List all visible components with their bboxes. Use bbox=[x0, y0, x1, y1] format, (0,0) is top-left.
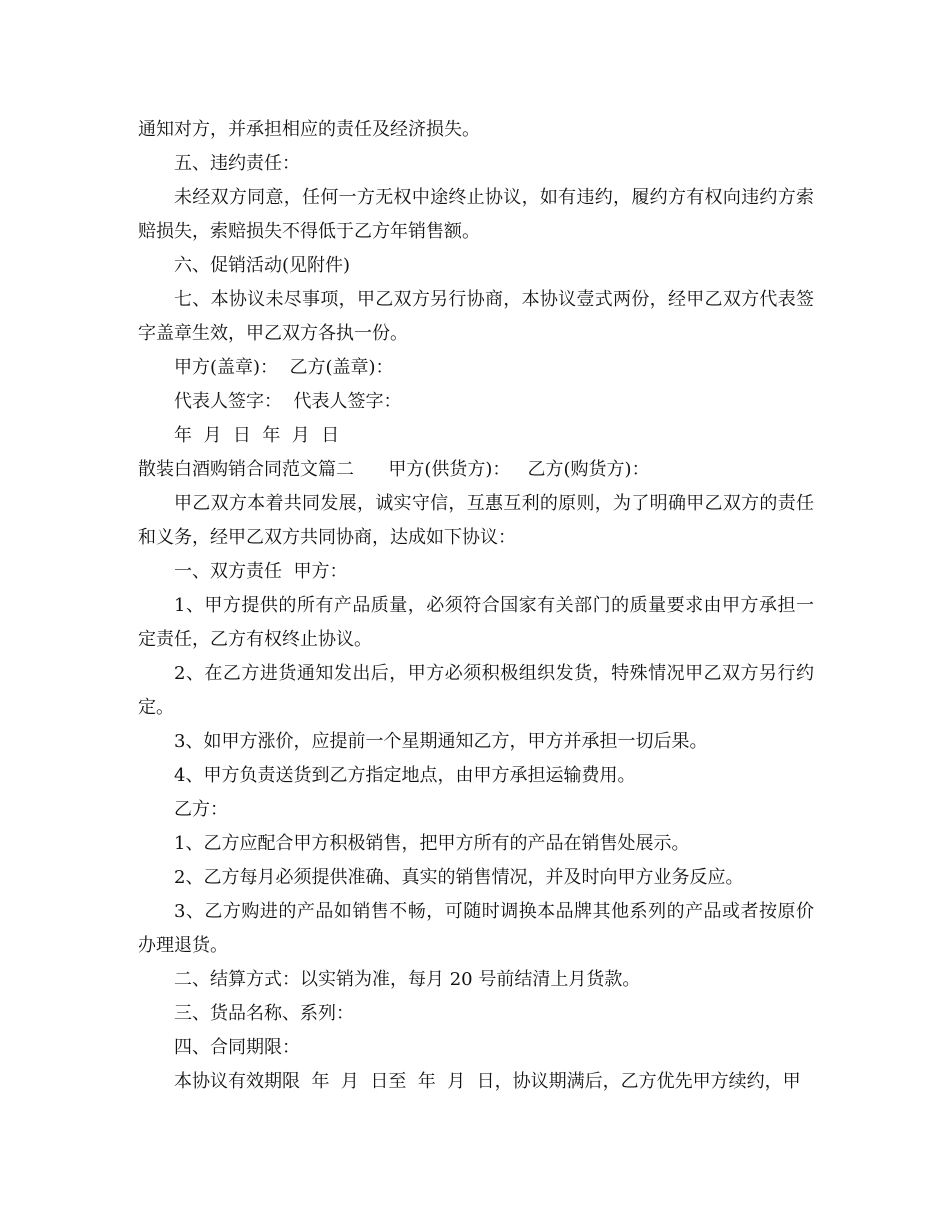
signature-seal-line: 甲方(盖章)： 乙方(盖章)： bbox=[174, 357, 394, 378]
paragraph: 七、本协议未尽事项，甲乙双方另行协商，本协议壹式两份，经甲乙双方代表签字盖章生效，甲乙双方各执一份。 bbox=[138, 289, 814, 344]
clause-item: 2、在乙方进货通知发出后，甲方必须积极组织发货，特殊情况甲乙双方另行约定。 bbox=[138, 663, 814, 718]
signature-representative-line: 代表人签字： 代表人签字： bbox=[174, 391, 402, 412]
section-heading-settlement: 二、结算方式：以实销为准，每月 20 号前结清上月货款。 bbox=[174, 969, 641, 990]
contract-title-line: 散装白酒购销合同范文篇二 甲方(供货方)： 乙方(购货方)： bbox=[138, 459, 650, 480]
clause-item: 1、甲方提供的所有产品质量，必须符合国家有关部门的质量要求由甲方承担一定责任，乙方有权终止协议。 bbox=[138, 595, 814, 650]
clause-item: 3、如甲方涨价，应提前一个星期通知乙方，甲方并承担一切后果。 bbox=[174, 731, 708, 752]
paragraph: 通知对方，并承担相应的责任及经济损失。 bbox=[138, 119, 480, 140]
paragraph: 本协议有效期限 年 月 日至 年 月 日，协议期满后，乙方优先甲方续约，甲 bbox=[174, 1071, 801, 1092]
clause-item: 2、乙方每月必须提供准确、真实的销售情况，并及时向甲方业务反应。 bbox=[174, 867, 744, 888]
clause-item: 1、乙方应配合甲方积极销售，把甲方所有的产品在销售处展示。 bbox=[174, 833, 690, 854]
section-heading-term: 四、合同期限： bbox=[174, 1037, 300, 1058]
section-heading-promotion: 六、促销活动(见附件) bbox=[174, 255, 351, 276]
clause-item: 4、甲方负责送货到乙方指定地点，由甲方承担运输费用。 bbox=[174, 765, 636, 786]
section-heading-breach: 五、违约责任： bbox=[174, 153, 300, 174]
document-body bbox=[138, 113, 814, 1099]
section-heading-goods: 三、货品名称、系列： bbox=[174, 1003, 354, 1024]
paragraph: 未经双方同意，任何一方无权中途终止协议，如有违约，履约方有权向违约方索赔损失，索赔损失不得低于乙方年销售额。 bbox=[138, 187, 814, 242]
clause-item: 3、乙方购进的产品如销售不畅，可随时调换本品牌其他系列的产品或者按原价办理退货。 bbox=[138, 901, 814, 956]
signature-date-line: 年 月 日 年 月 日 bbox=[174, 425, 340, 446]
section-heading-responsibilities: 一、双方责任 甲方： bbox=[174, 561, 348, 582]
paragraph: 甲乙双方本着共同发展，诚实守信，互惠互利的原则，为了明确甲乙双方的责任和义务，经甲乙双方共同协商，达成如下协议： bbox=[138, 493, 814, 548]
party-b-heading: 乙方： bbox=[174, 799, 228, 820]
